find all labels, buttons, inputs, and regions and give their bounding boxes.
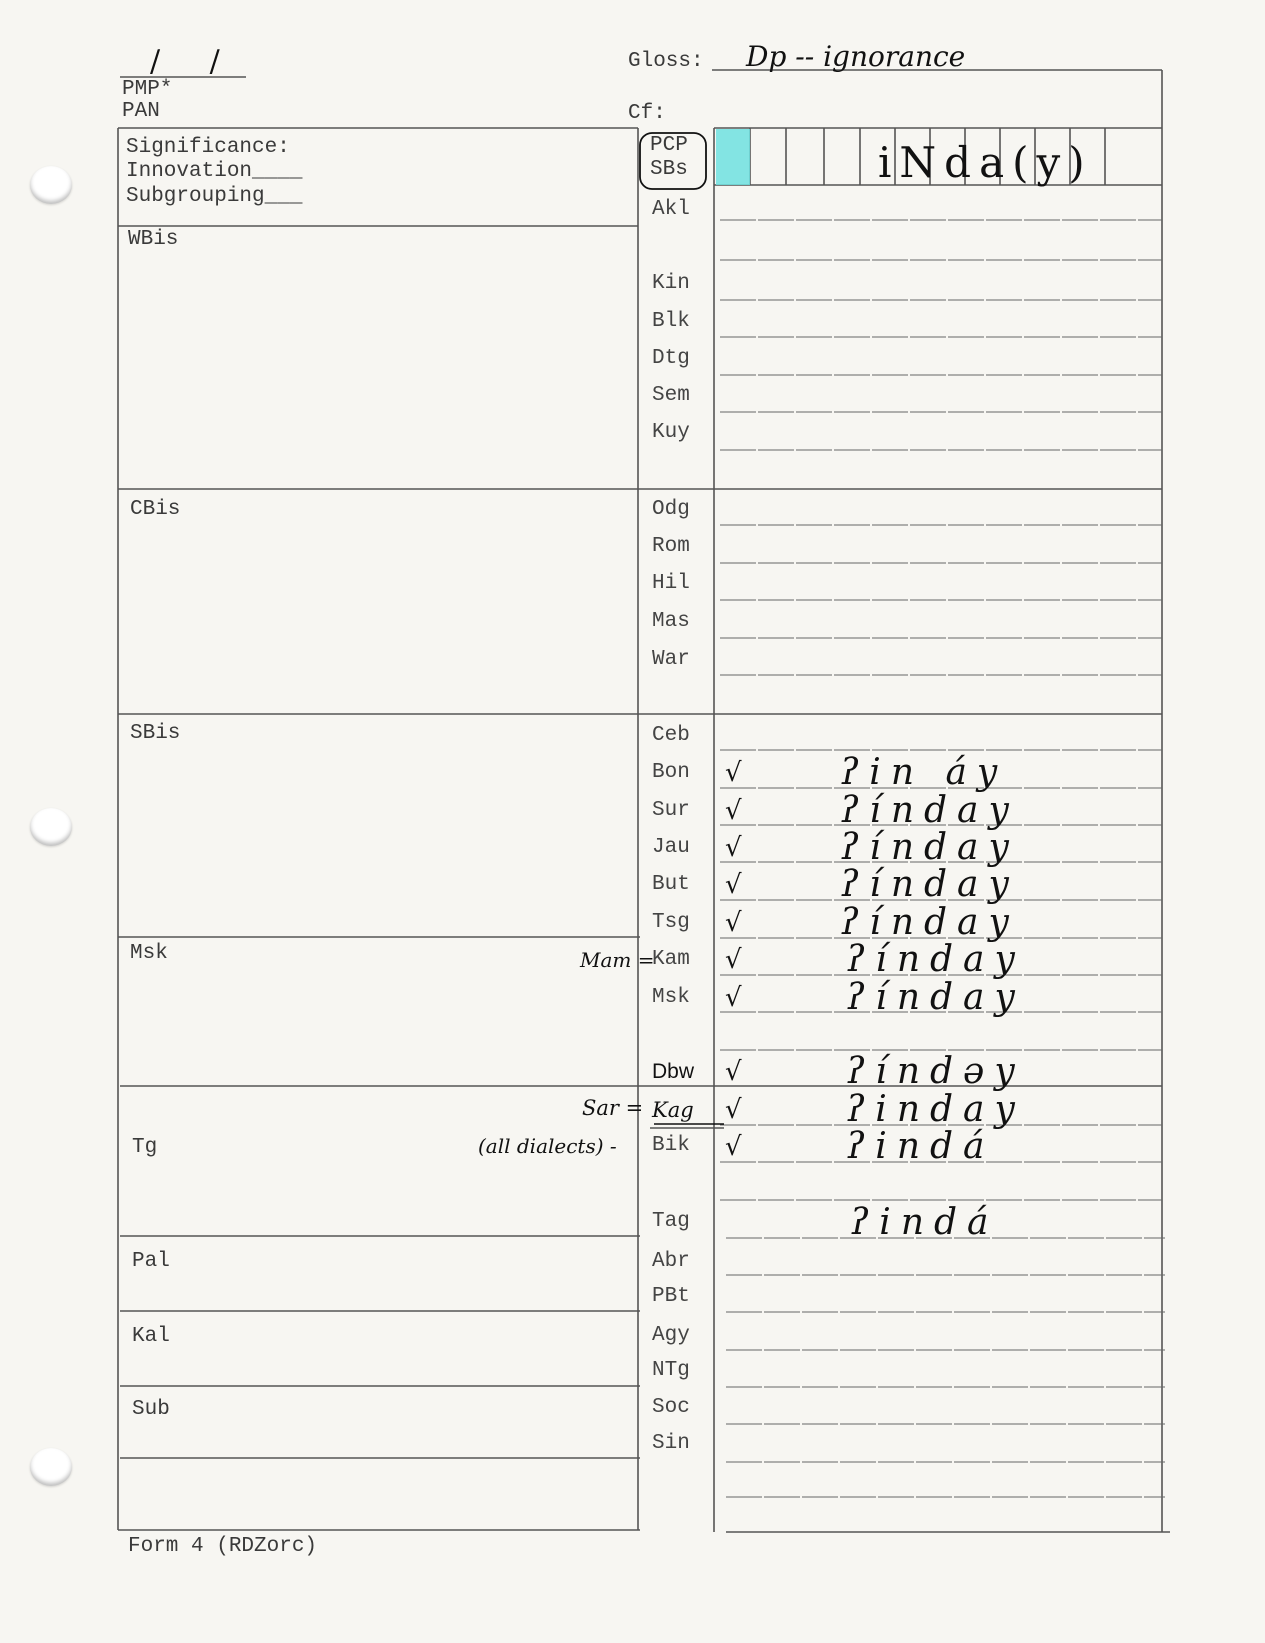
form-tsg: ʔínday — [840, 902, 1019, 943]
lang-odg: Odg — [652, 498, 690, 521]
lang-kuy: Kuy — [652, 421, 690, 444]
lang-ntg: NTg — [652, 1359, 690, 1382]
lang-sur: Sur — [652, 799, 690, 822]
check-kam: √ — [725, 945, 742, 975]
annotation-mam: Mam = — [580, 948, 655, 972]
form-kag: ʔinday — [846, 1089, 1025, 1130]
pan-label: PAN — [122, 100, 160, 123]
check-kag: √ — [725, 1095, 742, 1125]
lang-but: But — [652, 873, 690, 896]
lang-msk: Msk — [652, 986, 690, 1009]
form-sur: ʔínday — [840, 790, 1019, 831]
form-msk: ʔínday — [846, 977, 1025, 1018]
lang-akl: Akl — [652, 198, 690, 221]
check-jau: √ — [725, 833, 742, 863]
check-bon: √ — [725, 758, 742, 788]
form-jau: ʔínday — [840, 827, 1019, 868]
gloss-label: Gloss: — [628, 50, 704, 73]
form-footer: Form 4 (RDZorc) — [128, 1535, 318, 1558]
innovation-label: Innovation____ — [126, 160, 303, 183]
lang-bik: Bik — [652, 1134, 690, 1157]
lang-abr: Abr — [652, 1250, 690, 1273]
group-wbis: WBis — [128, 228, 179, 251]
form-tag: ʔindá — [850, 1202, 999, 1243]
form-bik: ʔindá — [846, 1126, 995, 1167]
lang-dtg: Dtg — [652, 347, 690, 370]
lang-jau: Jau — [652, 836, 690, 859]
check-but: √ — [725, 870, 742, 900]
lang-tag: Tag — [652, 1210, 690, 1233]
group-sbis: SBis — [130, 722, 181, 745]
check-msk: √ — [725, 983, 742, 1013]
pmp-label: PMP* — [122, 78, 173, 101]
lang-rom: Rom — [652, 535, 690, 558]
group-pal: Pal — [132, 1250, 170, 1273]
pcp-label: PCP — [650, 134, 688, 157]
significance-title: Significance: — [126, 136, 290, 159]
lang-ceb: Ceb — [652, 724, 690, 747]
lang-pbt: PBt — [652, 1285, 690, 1308]
annotation-sar: Sar = — [582, 1096, 644, 1120]
annotation-all-dialects: (all dialects) - — [478, 1134, 617, 1158]
subgrouping-label: Subgrouping___ — [126, 185, 303, 208]
sbs-label: SBs — [650, 158, 688, 181]
lang-tsg: Tsg — [652, 911, 690, 934]
group-tg: Tg — [132, 1136, 158, 1159]
lang-hil: Hil — [652, 572, 690, 595]
check-dbw: √ — [725, 1057, 742, 1087]
date-blank: / / — [150, 44, 240, 79]
reconstruction-form: iNda(y) — [878, 138, 1093, 187]
form-but: ʔínday — [840, 864, 1019, 905]
form-dbw: ʔíndəy — [846, 1051, 1025, 1092]
lang-soc: Soc — [652, 1396, 690, 1419]
check-sur: √ — [725, 796, 742, 826]
form-kam: ʔínday — [846, 939, 1025, 980]
lang-kag: Kag — [652, 1098, 694, 1122]
gloss-value: Dp -- ignorance — [746, 40, 966, 73]
lang-kin: Kin — [652, 272, 690, 295]
group-cbis: CBis — [130, 498, 181, 521]
form-bon: ʔin áy — [840, 752, 1008, 793]
lang-blk: Blk — [652, 310, 690, 333]
lang-sin: Sin — [652, 1432, 690, 1455]
check-bik: √ — [725, 1132, 742, 1162]
cf-label: Cf: — [628, 102, 666, 125]
lang-sem: Sem — [652, 384, 690, 407]
group-msk: Msk — [130, 942, 168, 965]
check-tsg: √ — [725, 908, 742, 938]
group-kal: Kal — [132, 1325, 170, 1348]
highlight-mark — [716, 129, 750, 185]
lang-bon: Bon — [652, 761, 690, 784]
lang-dbw: Dbw — [652, 1060, 695, 1083]
lang-war: War — [652, 648, 690, 671]
lang-kam: Kam — [652, 948, 690, 971]
lang-agy: Agy — [652, 1324, 690, 1347]
group-sub: Sub — [132, 1398, 170, 1421]
lang-mas: Mas — [652, 610, 690, 633]
